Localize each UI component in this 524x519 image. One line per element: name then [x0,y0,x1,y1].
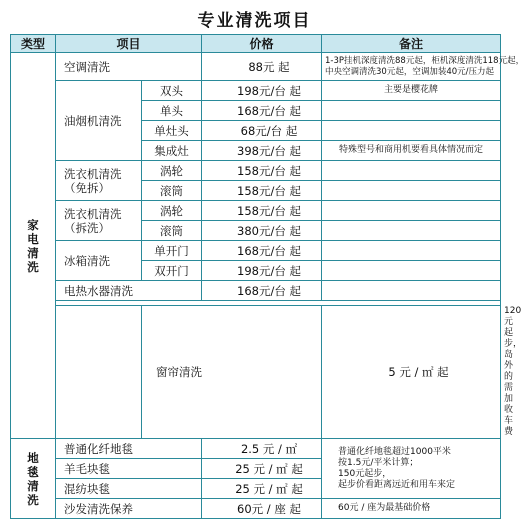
page-title: 专业清洗项目 [197,11,312,31]
item-name-line: （免拆） [64,180,110,195]
note-line: 起步价看距离远近和用车来定 [338,479,456,490]
category-char: 家 [27,217,39,232]
item-name: 冰箱清洗 [56,241,142,281]
note-line: 中央空调清洗30元起，空调加装40元/压力起 [325,66,495,77]
item-price: 25 元 / ㎡ 起 [202,459,322,479]
category-char: 清 [27,478,39,493]
item-price: 88元 起 [202,53,322,81]
item-variant: 单开门 [142,241,202,261]
item-name [56,161,142,201]
table-row [11,439,501,459]
item-variant: 双开门 [142,261,202,281]
header-note: 备注 [322,35,501,53]
table-row [11,201,501,221]
header-row [11,35,501,53]
category-blank [56,306,142,439]
item-variant: 滚筒 [142,221,202,241]
category-char: 毯 [27,464,39,479]
item-price: 380元/台 起 [202,221,322,241]
item-name: 普通化纤地毯 [56,439,202,459]
item-name: 混纺块毯 [56,479,202,499]
item-name: 羊毛块毯 [56,459,202,479]
item-note [322,281,501,301]
item-price: 68元/台 起 [202,121,322,141]
category-char: 洗 [27,259,39,274]
item-name [56,201,142,241]
item-note [322,439,501,499]
category-household [11,53,56,439]
item-note: 特殊型号和商用机要看具体情况而定 [322,141,501,161]
item-note [322,241,501,261]
item-note [322,101,501,121]
note-line: 150元起步， [338,468,392,479]
table-row [11,241,501,261]
item-price: 198元/台 起 [202,81,322,101]
table-row [11,499,501,519]
table-row [11,281,501,301]
item-price: 5 元 / ㎡ 起 [322,306,501,439]
item-price: 198元/台 起 [202,261,322,281]
item-note [322,161,501,181]
item-price: 158元/台 起 [202,201,322,221]
item-note [322,201,501,221]
item-name: 窗帘清洗 [142,306,322,439]
item-price: 2.5 元 / ㎡ [202,439,322,459]
item-note [322,121,501,141]
item-note [322,261,501,281]
item-note [322,181,501,201]
item-price: 168元/台 起 [202,101,322,121]
item-note: 60元 / 座为最基础价格 [322,499,501,519]
item-name-line: （拆洗） [64,220,110,235]
header-price: 价格 [202,35,322,53]
item-variant: 单头 [142,101,202,121]
item-name-line: 洗衣机清洗 [64,206,122,221]
category-carpet [11,439,56,519]
note-line: 1-3P挂机深度清洗88元起，柜机深度清洗118元起， [325,55,524,66]
price-table [10,34,524,519]
item-note [322,221,501,241]
item-price: 168元/台 起 [202,241,322,261]
table-row [11,161,501,181]
table-row: 窗帘清洗 5 元 / ㎡ 起 120元起步，岛外的需加收车费 [11,306,501,439]
item-variant: 双头 [142,81,202,101]
item-price: 168元/台 起 [202,281,322,301]
item-name: 沙发清洗保养 [56,499,202,519]
item-note: 主要是樱花牌 [322,81,501,101]
item-name: 油烟机清洗 [56,81,142,161]
category-char: 地 [27,450,39,465]
category-char: 洗 [27,492,39,507]
item-note [322,53,524,81]
table-row [11,81,501,101]
item-name: 电热水器清洗 [56,281,202,301]
item-price: 398元/台 起 [202,141,322,161]
table-row [11,53,501,81]
header-item: 项目 [56,35,202,53]
item-name: 空调清洗 [56,53,202,81]
note-line: 按1.5元/平米计算； [338,457,419,468]
item-variant: 涡轮 [142,201,202,221]
item-price: 60元 / 座 起 [202,499,322,519]
item-variant: 滚筒 [142,181,202,201]
category-char: 清 [27,245,39,260]
note-line: 普通化纤地毯超过1000平米 [338,446,451,457]
item-variant: 集成灶 [142,141,202,161]
item-price: 25 元 / ㎡ 起 [202,479,322,499]
header-type: 类型 [11,35,56,53]
item-price: 158元/台 起 [202,181,322,201]
category-char: 电 [27,231,39,246]
item-variant: 涡轮 [142,161,202,181]
item-price: 158元/台 起 [202,161,322,181]
item-variant: 单灶头 [142,121,202,141]
item-name-line: 洗衣机清洗 [64,166,122,181]
